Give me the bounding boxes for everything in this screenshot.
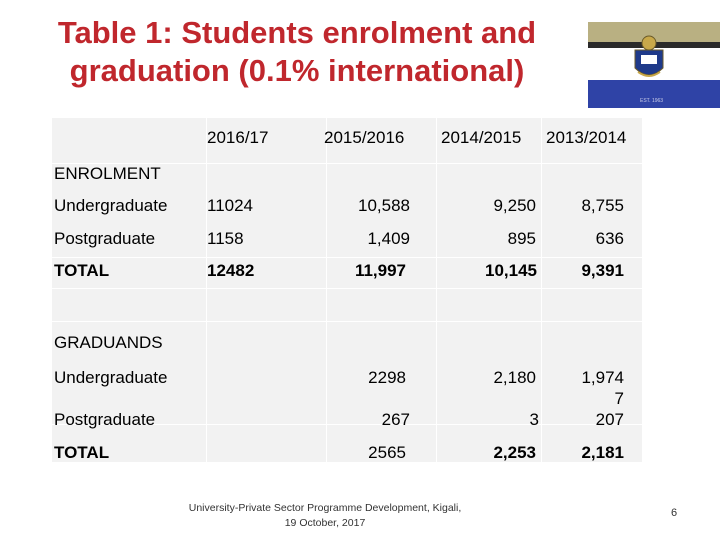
row-label: TOTAL bbox=[54, 443, 110, 462]
table-cell: 1,409 bbox=[367, 229, 410, 248]
column-divider bbox=[436, 118, 437, 462]
row-label: Undergraduate bbox=[54, 196, 168, 215]
slide-footer bbox=[170, 501, 480, 531]
table-cell: 1158 bbox=[207, 229, 244, 248]
table-cell: 2,181 bbox=[581, 443, 624, 462]
table-cell: 9,391 bbox=[581, 261, 624, 280]
table-cell: 9,250 bbox=[493, 196, 536, 215]
table-cell: 267 bbox=[381, 410, 410, 429]
university-crest-icon bbox=[632, 34, 666, 84]
university-logo bbox=[588, 22, 720, 108]
table-cell: 12482 bbox=[207, 261, 255, 280]
row-divider bbox=[52, 288, 642, 289]
graduands-section-label: GRADUANDS bbox=[54, 333, 163, 352]
row-divider bbox=[52, 257, 642, 258]
wrapped-value-fragment: 7 bbox=[614, 389, 624, 408]
table-cell: 10,588 bbox=[358, 196, 410, 215]
page-number: 6 bbox=[670, 507, 678, 519]
slide-title-line-1: Table 1: Students enrolment and bbox=[57, 15, 537, 50]
row-label: Postgraduate bbox=[54, 410, 156, 429]
row-divider bbox=[52, 321, 642, 322]
column-header: 2016/17 bbox=[207, 128, 269, 147]
enrolment-section-label: ENROLMENT bbox=[54, 164, 161, 183]
column-header: 2015/2016 bbox=[324, 128, 405, 147]
table-cell: 2,180 bbox=[493, 368, 536, 387]
table-cell: 10,145 bbox=[485, 261, 537, 280]
table-cell: 1,974 bbox=[581, 368, 624, 387]
footer-line-1: University-Private Sector Programme Development, Kigali, bbox=[188, 502, 462, 514]
table-cell: 8,755 bbox=[581, 196, 624, 215]
footer-line-2: 19 October, 2017 bbox=[284, 517, 366, 529]
row-label: Postgraduate bbox=[54, 229, 156, 248]
table-cell: 3 bbox=[529, 410, 539, 429]
column-header: 2013/2014 bbox=[546, 128, 627, 147]
logo-caption: EST. 1963 bbox=[640, 98, 664, 104]
table-cell: 2,253 bbox=[493, 443, 536, 462]
table-cell: 11024 bbox=[207, 196, 254, 215]
column-divider bbox=[206, 118, 207, 462]
table-cell: 11,997 bbox=[354, 261, 406, 280]
row-label: Undergraduate bbox=[54, 368, 168, 387]
column-header: 2014/2015 bbox=[441, 128, 522, 147]
slide-title-line-2: graduation (0.1% international) bbox=[69, 53, 525, 88]
table-cell: 636 bbox=[595, 229, 624, 248]
table-cell: 2298 bbox=[368, 368, 406, 387]
table-cell: 207 bbox=[595, 410, 624, 429]
table-cell: 2565 bbox=[368, 443, 406, 462]
row-label: TOTAL bbox=[54, 261, 110, 280]
table-cell: 895 bbox=[507, 229, 536, 248]
slide-title bbox=[12, 14, 582, 90]
